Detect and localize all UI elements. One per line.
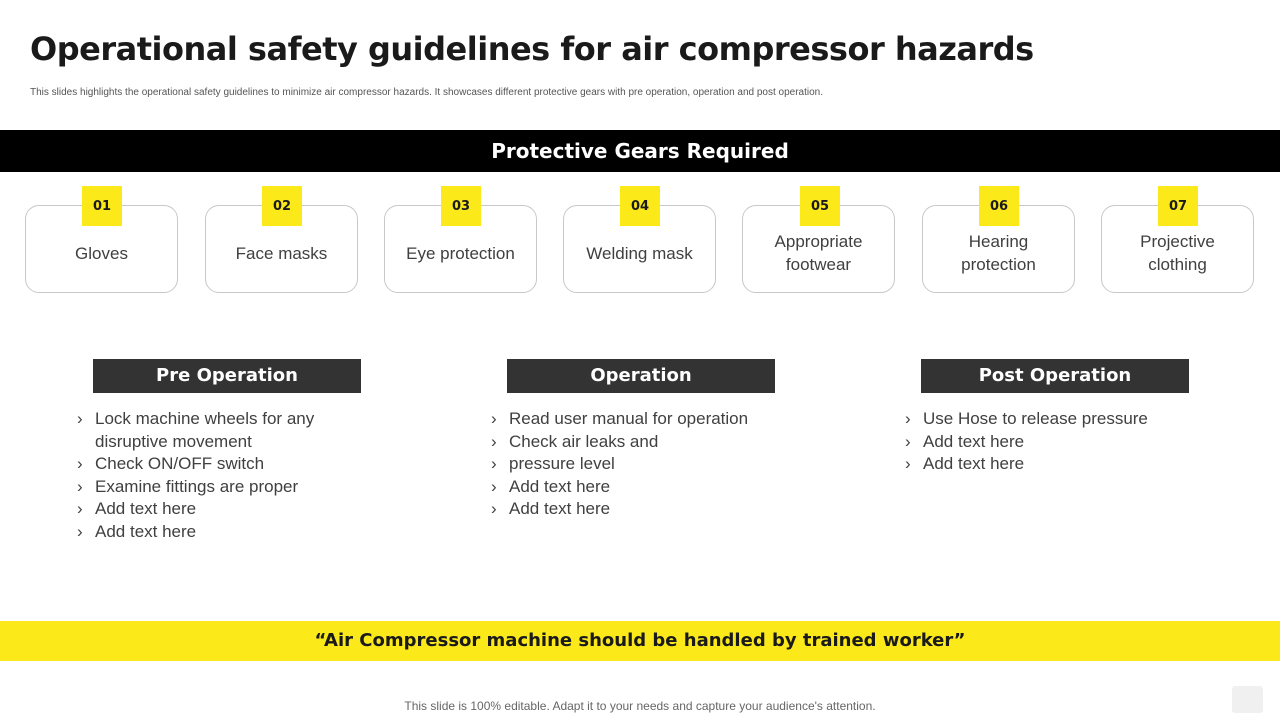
quote-banner: “Air Compressor machine should be handled by trained worker” bbox=[0, 621, 1280, 661]
gear-label: Appropriate footwear bbox=[774, 232, 863, 274]
post-operation-header: Post Operation bbox=[921, 359, 1189, 393]
list-item: › Check ON/OFF switch bbox=[77, 453, 337, 476]
list-item: › Use Hose to release pressure bbox=[905, 408, 1205, 431]
gear-label: Welding mask bbox=[586, 243, 693, 263]
list-item: › Add text here bbox=[905, 431, 1205, 454]
list-item: › Read user manual for operation bbox=[491, 408, 791, 431]
operation-header: Operation bbox=[507, 359, 775, 393]
gear-number-badge: 05 bbox=[800, 186, 840, 226]
operation-list bbox=[491, 408, 791, 521]
list-item: › Check air leaks and bbox=[491, 431, 791, 454]
list-item: › Lock machine wheels for any disruptive movement bbox=[77, 408, 337, 453]
list-item: › Add text here bbox=[77, 498, 337, 521]
gear-number-badge: 07 bbox=[1158, 186, 1198, 226]
protective-gears-banner: Protective Gears Required bbox=[0, 130, 1280, 172]
slide-title: Operational safety guidelines for air compressor hazards bbox=[30, 30, 1034, 68]
slide-subtitle: This slides highlights the operational safety guidelines to minimize air compressor hazards. It showcases different protective gears with pre operation, operation and post operation. bbox=[30, 87, 824, 98]
gear-label: Projective clothing bbox=[1140, 232, 1215, 274]
pre-operation-header: Pre Operation bbox=[93, 359, 361, 393]
pre-operation-list bbox=[77, 408, 337, 543]
gear-label: Eye protection bbox=[406, 243, 515, 263]
post-operation-list bbox=[905, 408, 1205, 476]
list-item: › Add text here bbox=[491, 476, 791, 499]
gear-number-badge: 03 bbox=[441, 186, 481, 226]
footer-note: This slide is 100% editable. Adapt it to your needs and capture your audience's attention. bbox=[404, 699, 876, 713]
gear-label: Hearing protection bbox=[961, 232, 1036, 274]
list-item: › Add text here bbox=[491, 498, 791, 521]
list-item: › Add text here bbox=[905, 453, 1205, 476]
gear-number-badge: 06 bbox=[979, 186, 1019, 226]
gear-label: Face masks bbox=[235, 243, 328, 263]
gear-label: Gloves bbox=[75, 243, 128, 263]
gear-number-badge: 04 bbox=[620, 186, 660, 226]
corner-placeholder bbox=[1232, 686, 1263, 713]
gear-number-badge: 01 bbox=[82, 186, 122, 226]
gear-number-badge: 02 bbox=[262, 186, 302, 226]
list-item: › pressure level bbox=[491, 453, 791, 476]
list-item: › Add text here bbox=[77, 521, 337, 544]
list-item: › Examine fittings are proper bbox=[77, 476, 337, 499]
